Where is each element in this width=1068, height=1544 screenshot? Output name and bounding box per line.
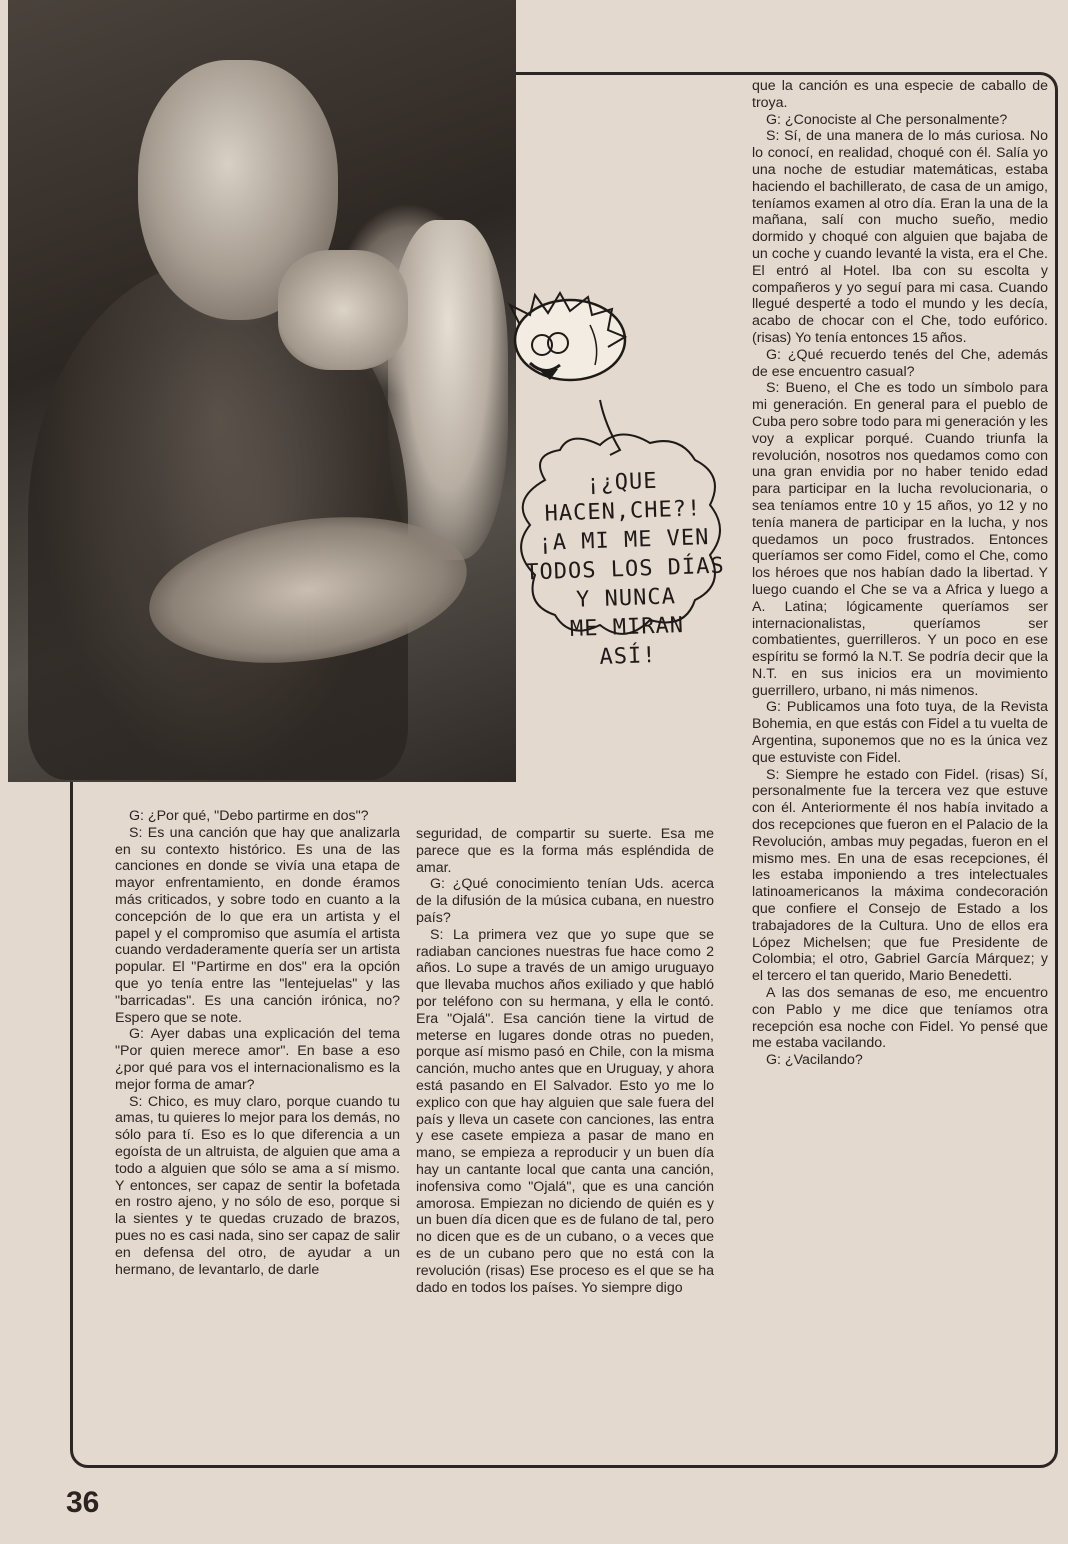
- bubble-line: ¡¿QUE: [585, 468, 658, 497]
- paragraph: S: La primera vez que yo supe que se radiaban canciones nuestras fue hace como 2 años. Lo supe a través de un amigo uruguayo que llevaba muchos años exiliado y que habló por teléfono con su hermana, y ella le contó. Era "Ojalá". Esa canción tiene la virtud de meterse en lugares donde otras no pueden, porque así mismo pasó en Chile, con la misma canción, mucho antes que en Uruguay, y ahora está pasando en El Salvador. Esto yo me lo explico con que hay alguien que sale fuera del país y lleva un casete con canciones, las entra y ese casete empieza a pasar de mano en mano, se empieza a reproducir y un buen día hay un cantante local que canta una canción, inofensiva como "Ojalá", que es una canción amorosa. Empiezan no diciendo de quién es y un buen día dicen que es de fulano de tal, pero no dicen que es de un cubano, o a veces que es de un cubano pero que no está con la revolución (risas) Ese proceso es el que se ha dado en todos los países. Yo siempre digo: [416, 926, 714, 1296]
- paragraph: S: Chico, es muy claro, porque cuando tu amas, tu quieres lo mejor para los demás, no sólo para tí. Eso es lo que diferencia a un egoísta de un altruista, de alguien que ama a todo a alguien que sólo se ama a sí mismo. Y entonces, ser capaz de sentir la bofetada en rostro ajeno, y no sólo de eso, porque si la sientes y te quedas cruzado de brazos, pues no es casi nada, sino ser capaz de salir en defensa del otro, de ayudar a un hermano, de levantarlo, de darle: [115, 1093, 400, 1278]
- bubble-line: ASÍ!: [599, 642, 657, 670]
- bubble-line: ME MIRAN: [569, 612, 685, 642]
- text-column-left: [115, 808, 400, 1278]
- speech-bubble-text: [522, 465, 729, 675]
- bubble-line: Y NUNCA: [575, 584, 677, 613]
- paragraph: G: ¿Por qué, "Debo partirme en dos"?: [129, 808, 369, 824]
- cartoon-character-icon: [510, 293, 625, 380]
- text-column-middle: [416, 826, 714, 1296]
- paragraph: G: Publicamos una foto tuya, de la Revista Bohemia, en que estás con Fidel a tu vuelta de Argentina, suponemos que no es la única vez que estuviste con Fidel.: [752, 699, 1048, 766]
- paragraph: G: ¿Qué recuerdo tenés del Che, además de ese encuentro casual?: [752, 346, 1048, 380]
- text-column-right: [752, 78, 1048, 1069]
- bubble-line: HACEN,CHE?!: [544, 496, 702, 527]
- paragraph: que la canción es una especie de caballo de troya.: [752, 78, 1048, 111]
- bubble-line: ¡A MI ME VEN: [538, 525, 710, 556]
- photo-man-hand: [278, 250, 408, 370]
- paragraph: S: Siempre he estado con Fidel. (risas) Sí, personalmente fue la tercera vez que estuve con él. Anteriormente él nos había invitado a dos recepciones que fueron en el Palacio de la Revolución, ambas muy pegadas, fueron en el mismo mes. En una de esas recepciones, él les estaba imponiendo a tres intelectuales latinoamericanos la máxima condecoración que confiere el Consejo de Estado a los trabajadores de la Cultura. Uno de ellos era López Michelsen; que fue Presidente de Colombia; el otro, Gabriel García Márquez; y el tercero el tan querido, Mario Benedetti.: [752, 766, 1048, 985]
- paragraph: G: ¿Qué conocimiento tenían Uds. acerca de la difusión de la música cubana, en nuestro país?: [416, 876, 714, 926]
- paragraph: S: Bueno, el Che es todo un símbolo para mi generación. En general para el pueblo de Cuba pero sobre todo para mi generación y les voy a explicar porqué. Cuando triunfa la revolución, nosotros nos quedamos como con una gran envidia por no haber tenido edad para participar en la lucha revolucionaria, o sea teníamos entre 10 y 15 años, yo 12 y no tenía manera de participar en la lucha, y nos quedamos un poco frustrados. Entonces queríamos ser como Fidel, como el Che, como los héroes que nos habían dado la libertad. Y luego cuando el Che se va a Africa y luego a A. Latina; lógicamente queríamos ser internacionalistas, queríamos ser combatientes, guerrilleros. Y un poco en ese espíritu se formó la N.T. Se podría decir que la N.T. en sus inicios era un movimiento guerrillero, urbano, ni más nimenos.: [752, 380, 1048, 699]
- paragraph: G: Ayer dabas una explicación del tema "Por quien merece amor". En base a eso ¿por qué para vos el internacionalismo es la mejor forma de amar?: [115, 1026, 400, 1093]
- interview-photo: [8, 0, 516, 782]
- paragraph: S: Es una canción que hay que analizarla en su contexto histórico. Es una de las canciones en donde se vivía una etapa de mayor enfrentamiento, en donde éramos más criticados, y sobre todo en cuanto a la concepción de lo que era un artista y el papel y el compromiso que asumía el artista cuando verdaderamente quería ser un artista popular. El "Partirme en dos" era la opción que yo tenía entre las "lentejuelas" y las "barricadas". Es una canción irónica, no? Espero que se note.: [115, 824, 400, 1026]
- paragraph: G: ¿Vacilando?: [766, 1052, 863, 1069]
- paragraph: A las dos semanas de eso, me encuentro con Pablo y me dice que teníamos otra recepción esa noche con Fidel. Yo pensé que me estaba vacilando.: [752, 985, 1048, 1052]
- bubble-line: TODOS LOS DÍAS: [524, 553, 726, 586]
- paragraph: seguridad, de compartir su suerte. Esa me parece que es la forma más espléndida de amar.: [416, 826, 714, 876]
- paragraph: S: Sí, de una manera de lo más curiosa. No lo conocí, en realidad, choqué con él. Salía yo una noche de estudiar matemáticas, estaba haciendo el bachillerato, de casa de un amigo, teníamos examen al otro día. Eran la una de la mañana, salí con mucho sueño, medio dormido y choqué con alguien que bajaba de un coche y cuando levanté la vista, era el Che. El entró al Hotel. Iba con su escolta y compañeros y yo seguí para mi casa. Cuando llegué desperté a todo el mundo y les decía, acabo de chocar con el Che, todo eufórico. (risas) Yo tenía entonces 15 años.: [752, 128, 1048, 346]
- paragraph: G: ¿Conociste al Che personalmente?: [766, 111, 1008, 128]
- page-number: 36: [66, 1486, 100, 1519]
